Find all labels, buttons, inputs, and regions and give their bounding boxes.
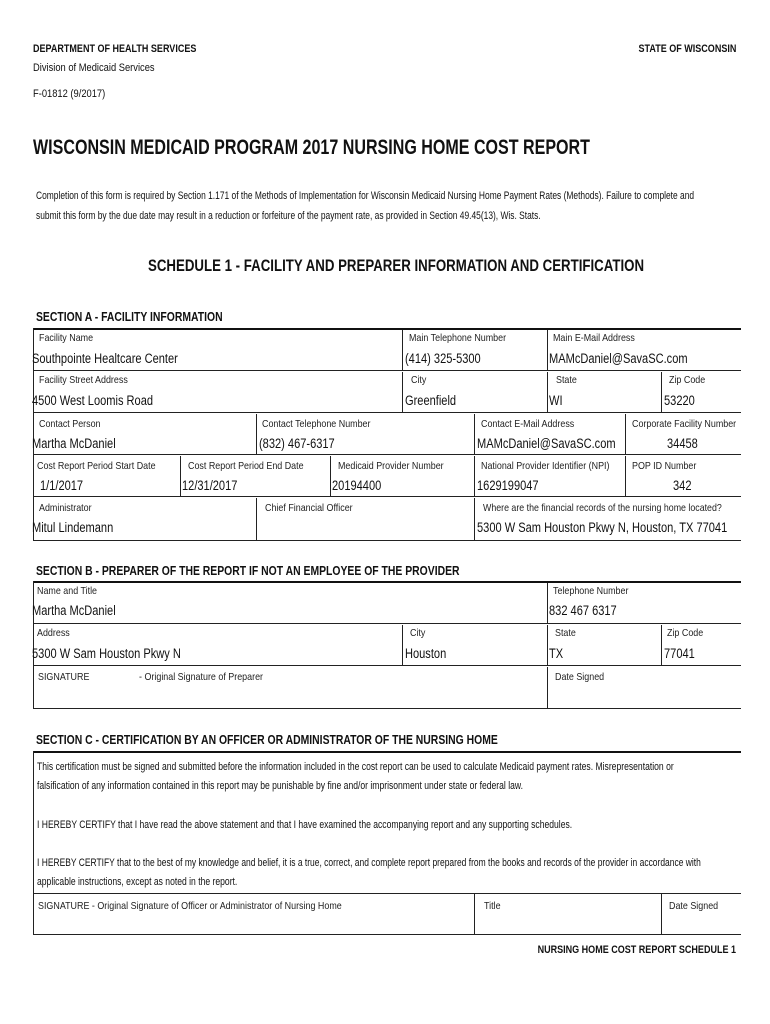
preparer-state-label: State bbox=[555, 627, 576, 639]
administrator-label: Administrator bbox=[39, 502, 92, 514]
preparer-date-signed-field[interactable] bbox=[551, 686, 737, 706]
administrator-field[interactable]: Mitul Lindemann bbox=[32, 520, 114, 535]
preparer-date-signed-label: Date Signed bbox=[555, 671, 605, 683]
period-start-field[interactable]: 1/1/2017 bbox=[40, 478, 84, 493]
preparer-signature-field[interactable] bbox=[36, 686, 541, 706]
col-divider bbox=[625, 456, 626, 496]
main-phone-field[interactable]: (414) 325-5300 bbox=[405, 351, 481, 366]
preparer-signature-note: - Original Signature of Preparer bbox=[139, 671, 264, 683]
section-b-title: SECTION B - PREPARER OF THE REPORT IF NOT AN EMPLOYEE OF THE PROVIDER bbox=[36, 563, 460, 578]
col-divider bbox=[474, 456, 475, 496]
row-divider bbox=[33, 412, 741, 413]
col-divider bbox=[474, 414, 475, 454]
row-divider bbox=[33, 665, 741, 666]
preparer-address-field[interactable]: 5300 W Sam Houston Pkwy N bbox=[32, 646, 181, 661]
medicaid-id-field[interactable]: 20194400 bbox=[332, 478, 382, 493]
cfo-field[interactable] bbox=[259, 520, 459, 536]
col-divider bbox=[402, 330, 403, 370]
preparer-city-field[interactable]: Houston bbox=[405, 646, 447, 661]
left-border bbox=[33, 893, 34, 934]
city-field[interactable]: Greenfield bbox=[405, 393, 457, 408]
row-divider bbox=[33, 708, 741, 709]
contact-person-label: Contact Person bbox=[39, 418, 101, 430]
state-label: State bbox=[556, 374, 577, 386]
page-title: WISCONSIN MEDICAID PROGRAM 2017 NURSING HOME COST REPORT bbox=[33, 136, 590, 159]
form-id: F-01812 (9/2017) bbox=[33, 88, 106, 100]
preparer-zip-field[interactable]: 77041 bbox=[664, 646, 695, 661]
preparer-phone-field[interactable]: 832 467 6317 bbox=[549, 603, 617, 618]
medicaid-id-label: Medicaid Provider Number bbox=[338, 460, 444, 472]
footer-schedule-label: NURSING HOME COST REPORT SCHEDULE 1 bbox=[537, 944, 736, 956]
period-start-label: Cost Report Period Start Date bbox=[37, 460, 156, 472]
corp-facility-label: Corporate Facility Number bbox=[632, 418, 737, 430]
col-divider bbox=[661, 625, 662, 665]
section-a-rule bbox=[33, 328, 741, 330]
corp-facility-field[interactable]: 34458 bbox=[667, 436, 698, 451]
street-label: Facility Street Address bbox=[39, 374, 128, 386]
row-divider bbox=[33, 454, 741, 455]
left-border bbox=[33, 581, 34, 708]
facility-name-label: Facility Name bbox=[39, 332, 94, 344]
zip-label: Zip Code bbox=[669, 374, 706, 386]
main-email-label: Main E-Mail Address bbox=[553, 332, 635, 344]
col-divider bbox=[256, 414, 257, 454]
col-divider bbox=[661, 893, 662, 934]
col-divider bbox=[330, 456, 331, 496]
contact-person-field[interactable]: Martha McDaniel bbox=[32, 436, 116, 451]
certification-para-1-line-1: This certification must be signed and submitted before the information included in the cost report can be used to calculate Medicaid payment rates. Misrepresentation or bbox=[37, 761, 674, 773]
col-divider bbox=[256, 498, 257, 540]
section-b-rule bbox=[33, 581, 741, 583]
officer-date-signed-field[interactable] bbox=[665, 914, 739, 932]
preparer-state-field[interactable]: TX bbox=[549, 646, 564, 661]
certification-para-2: I HEREBY CERTIFY that I have read the above statement and that I have examined the accompanying report and any supporting schedules. bbox=[37, 819, 573, 831]
period-end-field[interactable]: 12/31/2017 bbox=[182, 478, 238, 493]
col-divider bbox=[547, 372, 548, 412]
pop-id-label: POP ID Number bbox=[632, 460, 697, 472]
contact-phone-label: Contact Telephone Number bbox=[262, 418, 371, 430]
contact-email-label: Contact E-Mail Address bbox=[481, 418, 575, 430]
records-location-field[interactable]: 5300 W Sam Houston Pkwy N, Houston, TX 77041 bbox=[477, 520, 728, 535]
facility-name-field[interactable]: Southpointe Healtcare Center bbox=[32, 351, 178, 366]
row-divider bbox=[33, 934, 741, 935]
col-divider bbox=[402, 625, 403, 665]
preparer-zip-label: Zip Code bbox=[667, 627, 704, 639]
col-divider bbox=[474, 498, 475, 540]
certification-para-3-line-1: I HEREBY CERTIFY that to the best of my knowledge and belief, it is a true, correct, and complete report prepared from the books and records of the provider in accordance with bbox=[37, 857, 701, 869]
main-phone-label: Main Telephone Number bbox=[409, 332, 507, 344]
intro-line-1: Completion of this form is required by Section 1.171 of the Methods of Implementation for Wisconsin Medicaid Nursing Home Payment Rates (Methods). Failure to complete and bbox=[36, 190, 695, 202]
pop-id-field[interactable]: 342 bbox=[673, 478, 692, 493]
col-divider bbox=[474, 893, 475, 934]
schedule-title: SCHEDULE 1 - FACILITY AND PREPARER INFORMATION AND CERTIFICATION bbox=[148, 256, 645, 275]
preparer-phone-label: Telephone Number bbox=[553, 585, 629, 597]
cfo-label: Chief Financial Officer bbox=[265, 502, 353, 514]
preparer-address-label: Address bbox=[37, 627, 70, 639]
intro-line-2: submit this form by the due date may result in a reduction or forfeiture of the payment rate, as provided in Section 49.45(13), Wis. Stats. bbox=[36, 210, 541, 222]
officer-date-signed-label: Date Signed bbox=[669, 900, 719, 912]
main-email-field[interactable]: MAMcDaniel@SavaSC.com bbox=[549, 351, 688, 366]
state-field[interactable]: WI bbox=[549, 393, 563, 408]
officer-signature-label: SIGNATURE - Original Signature of Officer or Administrator of Nursing Home bbox=[38, 900, 342, 912]
col-divider bbox=[547, 667, 548, 708]
certification-para-1-line-2: falsification of any information contained in this report may be punishable by fine and/or imprisonment under state or federal law. bbox=[37, 780, 524, 792]
section-c-rule bbox=[33, 751, 741, 753]
officer-title-label: Title bbox=[484, 900, 501, 912]
records-location-label: Where are the financial records of the nursing home located? bbox=[483, 502, 722, 514]
section-c-title: SECTION C - CERTIFICATION BY AN OFFICER OR ADMINISTRATOR OF THE NURSING HOME bbox=[36, 732, 498, 747]
officer-title-field[interactable] bbox=[478, 914, 658, 932]
left-border bbox=[33, 751, 34, 893]
row-divider bbox=[33, 623, 741, 624]
col-divider bbox=[547, 583, 548, 623]
certification-para-3-line-2: applicable instructions, except as noted in the report. bbox=[37, 876, 238, 888]
row-divider bbox=[33, 370, 741, 371]
preparer-signature-label: SIGNATURE bbox=[38, 671, 90, 683]
row-divider bbox=[33, 893, 741, 894]
officer-signature-field[interactable] bbox=[36, 914, 470, 932]
col-divider bbox=[180, 456, 181, 496]
period-end-label: Cost Report Period End Date bbox=[188, 460, 304, 472]
contact-email-field[interactable]: MAMcDaniel@SavaSC.com bbox=[477, 436, 616, 451]
city-label: City bbox=[411, 374, 427, 386]
street-field[interactable]: 4500 West Loomis Road bbox=[32, 393, 154, 408]
npi-label: National Provider Identifier (NPI) bbox=[481, 460, 610, 472]
col-divider bbox=[547, 330, 548, 370]
preparer-name-field[interactable]: Martha McDaniel bbox=[32, 603, 116, 618]
col-divider bbox=[547, 625, 548, 665]
col-divider bbox=[625, 414, 626, 454]
preparer-name-label: Name and Title bbox=[37, 585, 98, 597]
row-divider bbox=[33, 540, 741, 541]
col-divider bbox=[402, 372, 403, 412]
col-divider bbox=[661, 372, 662, 412]
contact-phone-field[interactable]: (832) 467-6317 bbox=[259, 436, 335, 451]
zip-field[interactable]: 53220 bbox=[664, 393, 695, 408]
preparer-city-label: City bbox=[410, 627, 426, 639]
npi-field[interactable]: 1629199047 bbox=[477, 478, 539, 493]
row-divider bbox=[33, 496, 741, 497]
department-name: DEPARTMENT OF HEALTH SERVICES bbox=[33, 43, 197, 55]
state-name: STATE OF WISCONSIN bbox=[638, 43, 736, 55]
division-name: Division of Medicaid Services bbox=[33, 62, 155, 74]
section-a-title: SECTION A - FACILITY INFORMATION bbox=[36, 309, 223, 324]
